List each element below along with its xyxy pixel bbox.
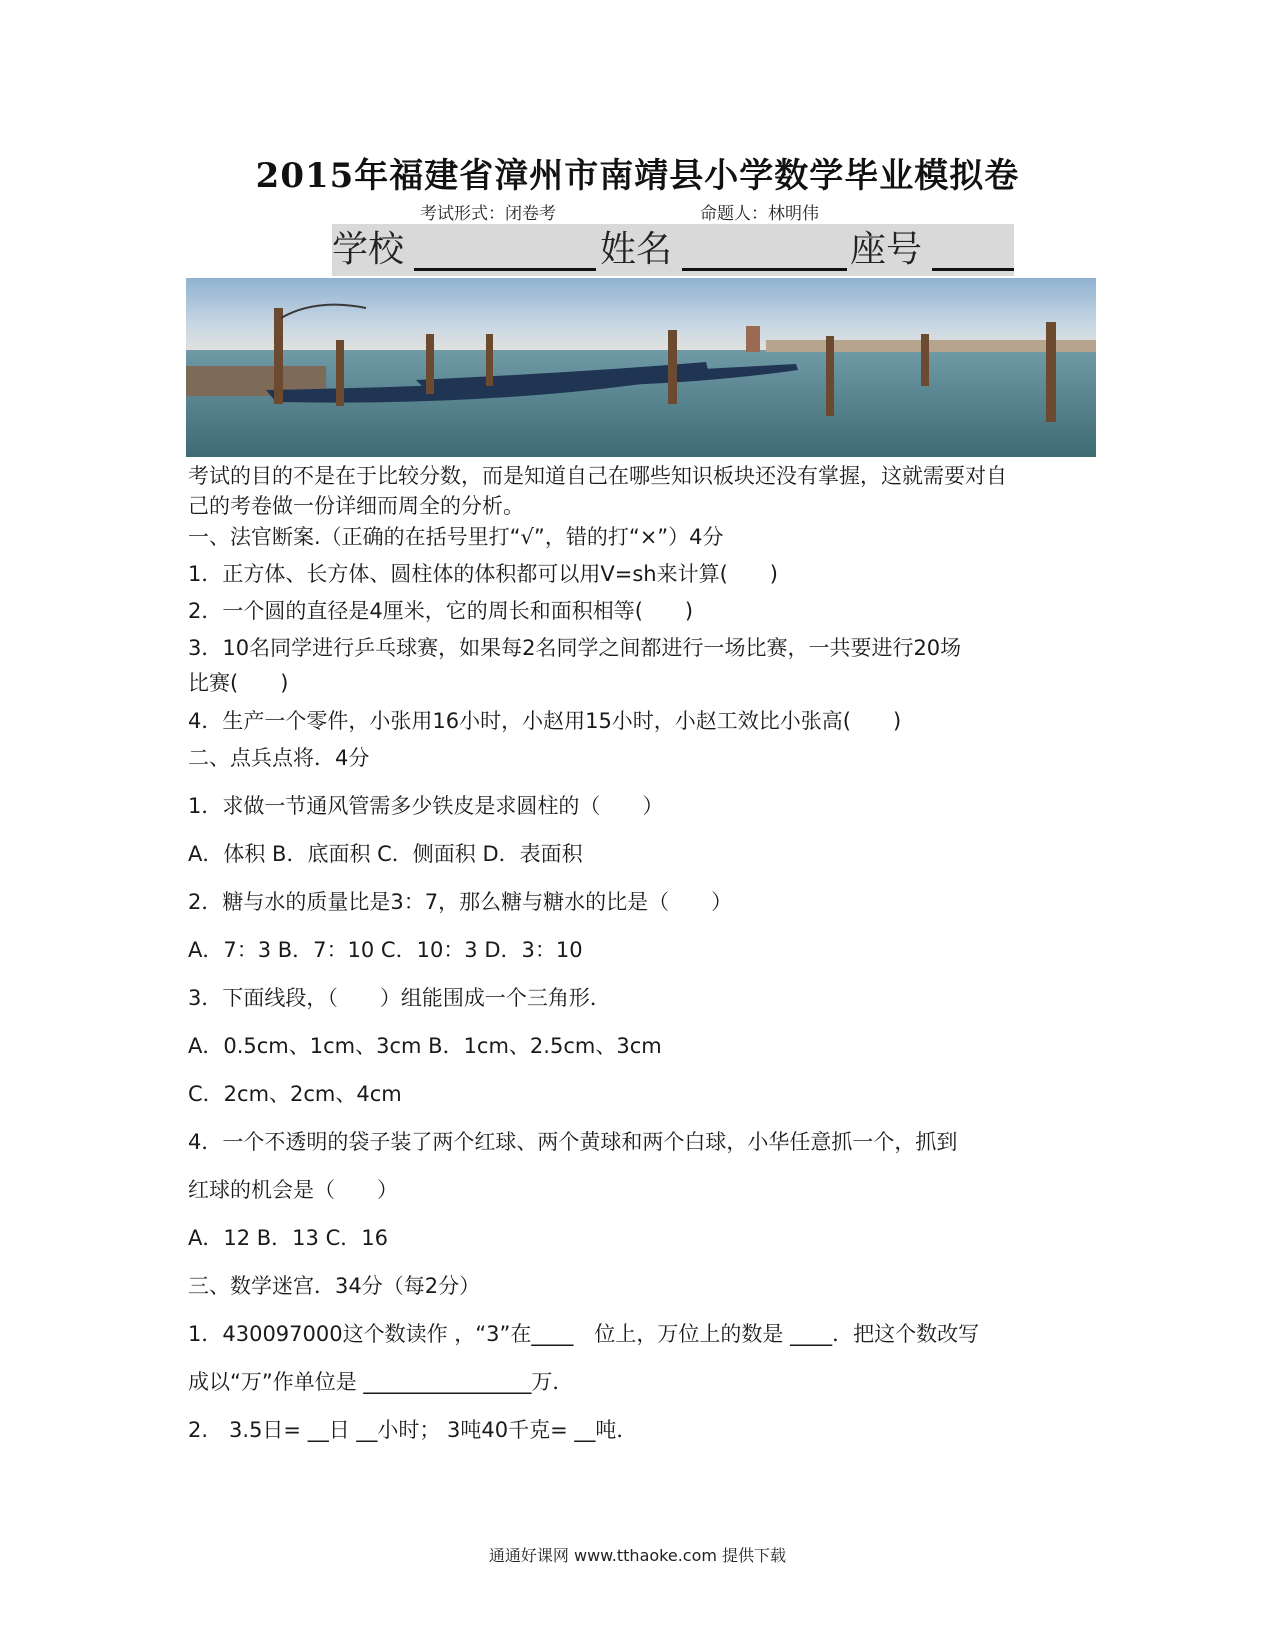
s2-question-3-options-2: C．2cm、2cm、4cm [188, 1082, 402, 1106]
s2-question-3: 3．下面线段，（ ）组能围成一个三角形． [188, 986, 611, 1010]
name-label: 姓名 [600, 229, 673, 270]
name-blank [682, 268, 847, 271]
section3-heading: 三、数学迷宫．34分（每2分） [188, 1274, 481, 1298]
s1-question-1: 1．正方体、长方体、圆柱体的体积都可以用V=sh来计算( ) [188, 562, 778, 586]
s2-question-4-options: A．12 B．13 C．16 [188, 1226, 388, 1250]
s2-question-1-options: A．体积 B．底面积 C．侧面积 D．表面积 [188, 842, 583, 866]
gondola-banner-image [186, 278, 1096, 457]
s1-question-4: 4．生产一个零件，小张用16小时，小赵用15小时，小赵工效比小张高( ) [188, 709, 902, 733]
student-info-bar [332, 224, 1014, 276]
s2-question-4a: 4．一个不透明的袋子装了两个红球、两个黄球和两个白球，小华任意抓一个，抓到 [188, 1130, 958, 1154]
footer-source: 通通好课网 www.tthaoke.com 提供下载 [488, 1546, 787, 1565]
s1-question-3a: 3．10名同学进行乒乓球赛，如果每2名同学之间都进行一场比赛，一共要进行20场 [188, 636, 962, 660]
s3-question-1a: 1．430097000这个数读作 ，“3”在____ 位上，万位上的数是 ____．把这个数改写 [188, 1322, 980, 1346]
intro-line-1: 考试的目的不是在于比较分数，而是知道自己在哪些知识板块还没有掌握，这就需要对自 [188, 464, 1007, 488]
seat-label: 座号 [850, 229, 923, 270]
s1-question-3b: 比赛( ) [188, 671, 289, 695]
s2-question-2: 2．糖与水的质量比是3：7，那么糖与糖水的比是（ ） [188, 890, 733, 914]
seat-blank [932, 268, 1014, 271]
s3-question-1b: 成以“万”作单位是 ________________万． [188, 1370, 574, 1394]
author: 命题人：林明伟 [700, 204, 819, 224]
s2-question-3-options-1: A．0.5cm、1cm、3cm B．1cm、2.5cm、3cm [188, 1034, 662, 1058]
s2-question-2-options: A．7：3 B．7：10 C．10：3 D．3：10 [188, 938, 583, 962]
s2-question-1: 1．求做一节通风管需多少铁皮是求圆柱的（ ） [188, 794, 664, 818]
school-blank [414, 268, 596, 271]
exam-form: 考试形式：闭卷考 [420, 204, 556, 224]
school-label: 学校 [332, 229, 405, 270]
section1-heading: 一、法官断案.（正确的在括号里打“√”，错的打“×”）4分 [188, 525, 724, 549]
intro-line-2: 己的考卷做一份详细而周全的分析。 [188, 494, 524, 518]
s3-question-2: 2. 3.5日= __日 __小时； 3吨40千克= __吨． [188, 1418, 638, 1442]
s2-question-4b: 红球的机会是（ ） [188, 1178, 398, 1202]
page-title: 2015年福建省漳州市南靖县小学数学毕业模拟卷 [255, 156, 1020, 196]
s1-question-2: 2．一个圆的直径是4厘米，它的周长和面积相等( ) [188, 599, 694, 623]
section2-heading: 二、点兵点将．4分 [188, 746, 370, 770]
